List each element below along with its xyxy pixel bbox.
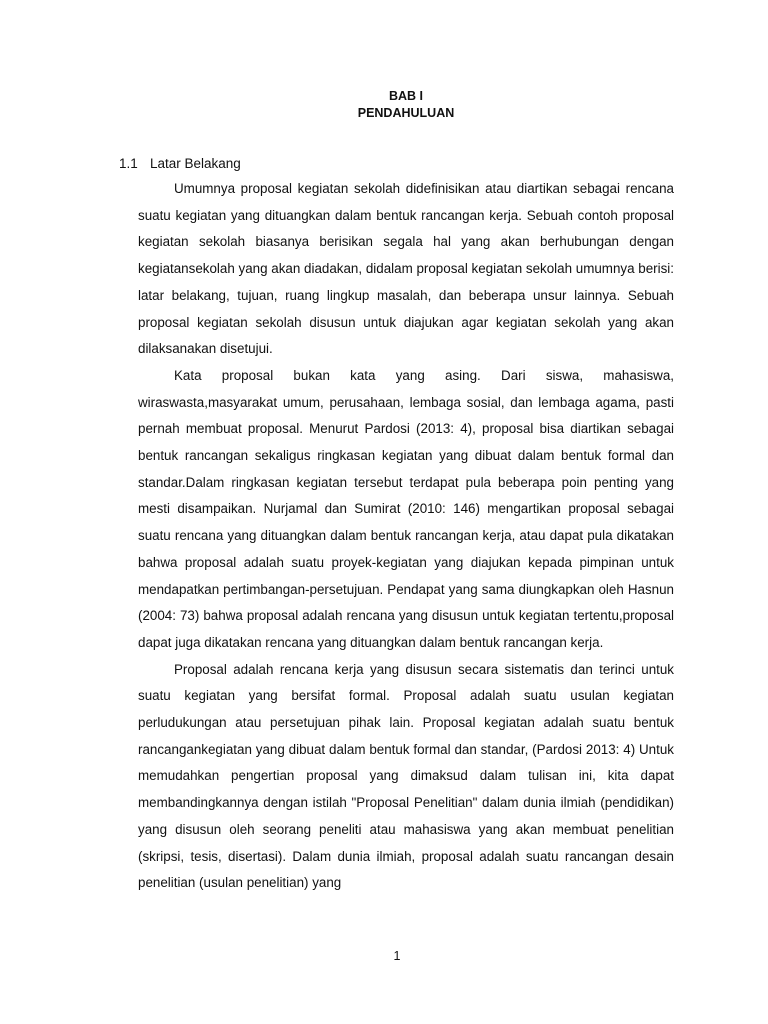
paragraph-1: Umumnya proposal kegiatan sekolah didefinisikan atau diartikan sebagai rencana suatu kegiatan yang dituangkan dalam bentuk rancangan kerja. Sebuah contoh proposal kegiatan sekolah biasanya berisikan segala hal yang akan berhubungan dengan kegiatansekolah yang akan diadakan, didalam proposal kegiatan sekolah umumnya berisi: latar belakang, tujuan, ruang lingkup masalah, dan beberapa unsur lainnya. Sebuah proposal kegiatan sekolah disusun untuk diajukan agar kegiatan sekolah yang akan dilaksanakan disetujui. xyxy=(138,181,674,357)
body-text xyxy=(138,176,674,897)
paragraph-3: Proposal adalah rencana kerja yang disusun secara sistematis dan terinci untuk suatu kegiatan yang bersifat formal. Proposal adalah suatu usulan kegiatan perludukungan atau persetujuan pihak lain. Proposal kegiatan adalah suatu bentuk rancangankegiatan yang dibuat dalam bentuk formal dan standar, (Pardosi 2013: 4) Untuk memudahkan pengertian proposal yang dimaksud dalam tulisan ini, kita dapat membandingkannya dengan istilah "Proposal Penelitian" dalam dunia ilmiah (pendidikan) yang disusun oleh seorang peneliti atau mahasiswa yang akan membuat penelitian (skripsi, tesis, disertasi). Dalam dunia ilmiah, proposal adalah suatu rancangan desain penelitian (usulan penelitian) yang xyxy=(138,661,674,891)
chapter-label: BAB I xyxy=(388,89,424,103)
section-heading xyxy=(119,155,241,173)
section-number: 1.1 xyxy=(119,156,138,171)
chapter-title: PENDAHULUAN xyxy=(357,106,455,120)
paragraph-2: Kata proposal bukan kata yang asing. Dari siswa, mahasiswa, wiraswasta,masyarakat umum, perusahaan, lembaga sosial, dan lembaga agama, pasti pernah membuat proposal. Menurut Pardosi (2013: 4), proposal bisa diartikan sebagai bentuk rancangan sekaligus ringkasan kegiatan yang dibuat dalam bentuk formal dan standar.Dalam ringkasan kegiatan tersebut terdapat pula beberapa poin penting yang mesti disampaikan. Nurjamal dan Sumirat (2010: 146) mengartikan proposal sebagai suatu rencana yang dituangkan dalam bentuk rancangan kerja, atau dapat pula dikatakan bahwa proposal adalah suatu proyek-kegiatan yang diajukan kepada pimpinan untuk mendapatkan pertimbangan-persetujuan. Pendapat yang sama diungkapkan oleh Hasnun (2004: 73) bahwa proposal adalah rencana yang disusun untuk kegiatan tertentu,proposal dapat juga dikatakan rencana yang dituangkan dalam bentuk rancangan kerja. xyxy=(138,367,674,650)
page-number: 1 xyxy=(393,949,401,963)
section-title: Latar Belakang xyxy=(150,156,241,171)
